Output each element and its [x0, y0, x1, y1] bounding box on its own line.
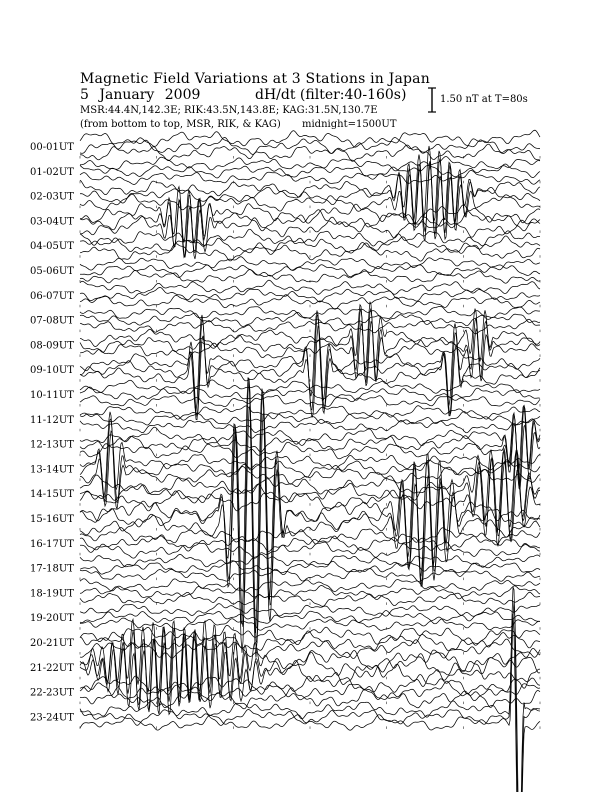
row-label: 05-06UT — [30, 266, 74, 277]
hour-row — [30, 130, 540, 161]
chart-title: Magnetic Field Variations at 3 Stations in Japan — [80, 71, 430, 87]
row-label: 15-16UT — [30, 514, 74, 525]
hour-row — [30, 625, 540, 658]
hour-row — [30, 377, 540, 657]
row-label: 10-11UT — [30, 390, 74, 401]
trace-KAG — [80, 201, 540, 259]
row-label: 13-14UT — [30, 464, 74, 476]
hour-row — [30, 675, 540, 709]
hour-row — [30, 619, 540, 714]
hour-row — [30, 157, 540, 185]
hour-row — [30, 310, 540, 419]
trace-MSR — [80, 257, 540, 271]
row-label: 09-10UT — [30, 365, 74, 377]
row-label: 22-23UT — [30, 687, 74, 699]
hour-row — [30, 280, 540, 309]
hour-row — [30, 380, 540, 407]
row-label: 20-21UT — [30, 638, 74, 649]
row-label: 12-13UT — [30, 439, 74, 451]
trace-MSR — [80, 604, 540, 617]
trace-MSR — [80, 579, 540, 592]
hour-row — [30, 604, 540, 631]
scale-label: 1.50 nT at T=80s — [440, 94, 528, 105]
row-label: 18-19UT — [30, 588, 74, 600]
trace-RIK — [80, 312, 540, 326]
row-label: 00-01UT — [30, 142, 74, 153]
hourly-rows — [30, 130, 540, 792]
chart-date: 5 January 2009 — [80, 87, 201, 103]
row-label: 01-02UT — [30, 166, 74, 178]
trace-KAG — [80, 629, 540, 714]
trace-KAG — [80, 326, 540, 417]
trace-KAG — [80, 270, 540, 284]
trace-order-note: (from bottom to top, MSR, RIK, & KAG) — [80, 119, 281, 130]
trace-KAG — [80, 431, 540, 506]
row-label: 07-08UT — [30, 315, 74, 327]
trace-RIK — [80, 265, 540, 278]
row-label: 19-20UT — [30, 613, 74, 625]
trace-RIK — [80, 308, 540, 383]
row-label: 03-04UT — [30, 216, 74, 228]
row-label: 23-24UT — [30, 712, 74, 724]
row-label: 17-18UT — [30, 563, 74, 575]
row-label: 04-05UT — [30, 241, 74, 253]
row-label: 08-09UT — [30, 340, 74, 352]
trace-RIK — [80, 164, 540, 178]
trace-KAG — [80, 542, 540, 559]
hour-row — [30, 406, 540, 433]
hour-row — [30, 579, 540, 607]
row-label: 14-15UT — [30, 489, 74, 501]
trace-RIK — [80, 287, 540, 302]
trace-KAG — [80, 144, 540, 161]
component-label: dH/dt (filter:40-160s) — [255, 87, 407, 103]
hour-row — [30, 554, 540, 581]
row-label: 11-12UT — [30, 414, 74, 426]
trace-RIK — [80, 631, 540, 651]
trace-RIK — [80, 378, 540, 657]
trace-MSR — [80, 187, 540, 243]
trace-MSR — [80, 306, 540, 318]
trace-MSR — [80, 130, 540, 147]
row-label: 16-17UT — [30, 538, 74, 550]
midnight-note: midnight=1500UT — [302, 119, 397, 130]
trace-KAG — [80, 639, 540, 658]
row-label: 06-07UT — [30, 290, 74, 302]
hour-row — [30, 587, 540, 792]
hour-row — [30, 257, 540, 284]
trace-RIK — [80, 561, 540, 574]
row-label: 02-03UT — [30, 191, 74, 203]
trace-MSR — [80, 302, 540, 369]
station-coordinates: MSR:44.4N,142.3E; RIK:43.5N,143.8E; KAG:31.5N,130.7E — [80, 105, 378, 116]
row-label: 21-22UT — [30, 662, 74, 674]
hour-row — [30, 306, 540, 333]
hour-row — [30, 187, 540, 259]
scale-bar — [428, 88, 436, 112]
trace-KAG — [80, 165, 540, 239]
trace-RIK — [80, 587, 540, 792]
